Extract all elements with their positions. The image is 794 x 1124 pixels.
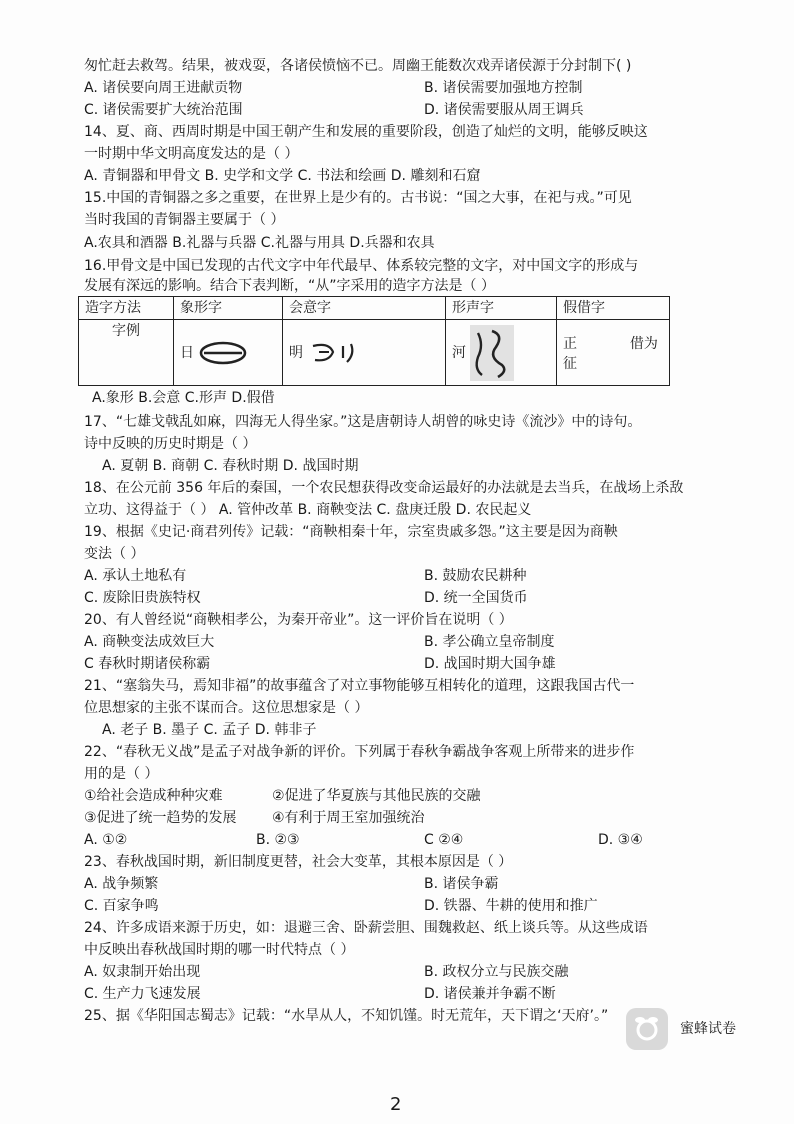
q24-option-a: A. 奴隶制开始出现 [84,964,201,980]
q24-option-d: D. 诸侯兼并争霸不断 [424,986,556,1002]
intro-option-c: C. 诸侯需要扩大统治范围 [84,102,243,118]
q20-option-b: B. 孝公确立皇帝制度 [424,634,555,650]
oracle-ming-glyph [307,340,367,366]
q19-option-a: A. 承认土地私有 [84,568,187,584]
q19-line2: 变法（ ） [84,546,145,562]
q16-options: A.象形 B.会意 C.形声 D.假借 [92,390,275,406]
q23-option-d: D. 铁器、牛耕的使用和推广 [424,898,598,914]
q15-line2: 当时我国的青铜器主要属于（ ） [84,212,285,228]
q22-option-a: A. ①② [84,832,128,848]
q25-line1: 25、据《华阳国志蜀志》记载：“水旱从人，不知饥馑。时无荒年，天下谓之‘天府’。” [84,1008,609,1024]
watermark-logo-icon [626,1008,668,1050]
q23-line1: 23、春秋战国时期，新旧制度更替，社会大变革，其根本原因是（ ） [84,854,513,870]
q17-options: A. 夏朝 B. 商朝 C. 春秋时期 D. 战国时期 [102,458,359,474]
example-char: 河 [452,344,466,361]
table-row-label: 字例 [79,320,174,386]
q21-line2: 位思想家的主张不谋而合。这位思想家是（ ） [84,700,369,716]
q23-option-c: C. 百家争鸣 [84,898,159,914]
q22-line2: 用的是（ ） [84,766,159,782]
q19-option-d: D. 统一全国货币 [424,590,528,606]
q22-statement-3: ③促进了统一趋势的发展 [84,810,237,826]
q18-line2: 立功、这得益于（ ） A. 管仲改革 B. 商鞅变法 C. 盘庚迁殷 D. 农民起义 [84,502,532,518]
q22-option-c: C ②④ [424,832,464,848]
oracle-sun-glyph [198,340,248,366]
q20-option-a: A. 商鞅变法成效巨大 [84,634,215,650]
q21-options: A. 老子 B. 墨子 C. 孟子 D. 韩非子 [102,722,317,738]
table-cell-pictograph [174,320,283,386]
table-header: 形声字 [446,297,557,320]
q16-line1: 16.甲骨文是中国已发现的古代文字中年代最早、体系较完整的文字，对中国文字的形成与 [84,258,639,274]
q24-line2: 中反映出春秋战国时期的哪一时代特点（ ） [84,942,355,958]
example-char: 明 [289,344,303,361]
q17-line1: 17、“七雄戈戟乱如麻，四海无人得坐家。”这是唐朝诗人胡曾的咏史诗《流沙》中的诗句。 [84,414,642,430]
q21-line1: 21、“塞翁失马，焉知非福”的故事蕴含了对立事物能够互相转化的道理，这跟我国古代一 [84,678,635,694]
q20-option-c: C 春秋时期诸侯称霸 [84,656,211,672]
table-header: 假借字 [557,297,670,320]
table-header: 造字方法 [79,297,174,320]
q20-option-d: D. 战国时期大国争雄 [424,656,556,672]
q23-option-a: A. 战争频繁 [84,876,159,892]
q20-line1: 20、有人曾经说“商鞅相孝公，为秦开帝业”。这一评价旨在说明（ ） [84,612,513,628]
q15-line1: 15.中国的青铜器之多之重要，在世界上是少有的。古书说：“国之大事，在祀与戎。”可见 [84,190,632,206]
q14-options: A. 青铜器和甲骨文 B. 史学和文学 C. 书法和绘画 D. 雕刻和石窟 [84,168,481,184]
q16-line2: 发展有深远的影响。结合下表判断，“从”字采用的造字方法是（ ） [84,278,495,294]
q22-statement-4: ④有利于周王室加强统治 [272,810,425,826]
q15-options: A.农具和酒器 B.礼器与兵器 C.礼器与用具 D.兵器和农具 [84,235,435,251]
q14-line1: 14、夏、商、西周时期是中国王朝产生和发展的重要阶段，创造了灿烂的文明，能够反映这 [84,124,648,140]
intro-line: 匆忙赶去救驾。结果，被戏耍，各诸侯愤恼不已。周幽王能数次戏弄诸侯源于分封制下( ) [84,58,632,74]
q22-statement-2: ②促进了华夏族与其他民族的交融 [272,788,481,804]
q19-option-c: C. 废除旧贵族特权 [84,590,201,606]
q22-line1: 22、“春秋无义战”是孟子对战争新的评价。下列属于春秋争霸战争客观上所带来的进步作 [84,744,635,760]
q22-option-d: D. ③④ [598,832,643,848]
q17-line2: 诗中反映的历史时期是（ ） [84,436,257,452]
q22-option-b: B. ②③ [256,832,300,848]
q19-option-b: B. 鼓励农民耕种 [424,568,527,584]
q22-statement-1: ①给社会造成种种灾难 [84,788,223,804]
example-char: 日 [180,344,194,361]
q18-line1: 18、在公元前 356 年后的秦国，一个农民想获得改变命运最好的办法就是去当兵，在战场上杀敌 [84,480,684,496]
table-header: 象形字 [174,297,283,320]
character-method-table [78,296,670,386]
q19-line1: 19、根据《史记·商君列传》记载：“商鞅相秦十年，宗室贵戚多怨。”这主要是因为商鞅 [84,524,618,540]
table-cell-phonosemantic [446,320,557,386]
q24-line1: 24、许多成语来源于历史，如：退避三舍、卧薪尝胆、围魏救赵、纸上谈兵等。从这些成语 [84,920,648,936]
example-char: 正 [563,335,577,352]
q23-option-b: B. 诸侯争霸 [424,876,499,892]
example-note: 借为征 [563,335,658,372]
table-cell-loan [557,320,670,386]
page-number: 2 [390,1094,402,1115]
intro-option-b: B. 诸侯需要加强地方控制 [424,80,583,96]
q24-option-c: C. 生产力飞速发展 [84,986,201,1002]
watermark-text: 蜜蜂试卷 [680,1021,736,1037]
table-cell-ideograph [283,320,446,386]
intro-option-a: A. 诸侯要向周王进献贡物 [84,80,243,96]
table-header: 会意字 [283,297,446,320]
q14-line2: 一时期中华文明高度发达的是（ ） [84,146,299,162]
intro-option-d: D. 诸侯需要服从周王调兵 [424,102,584,118]
oracle-he-glyph [470,325,514,381]
bee-icon [626,1008,668,1050]
q24-option-b: B. 政权分立与民族交融 [424,964,569,980]
